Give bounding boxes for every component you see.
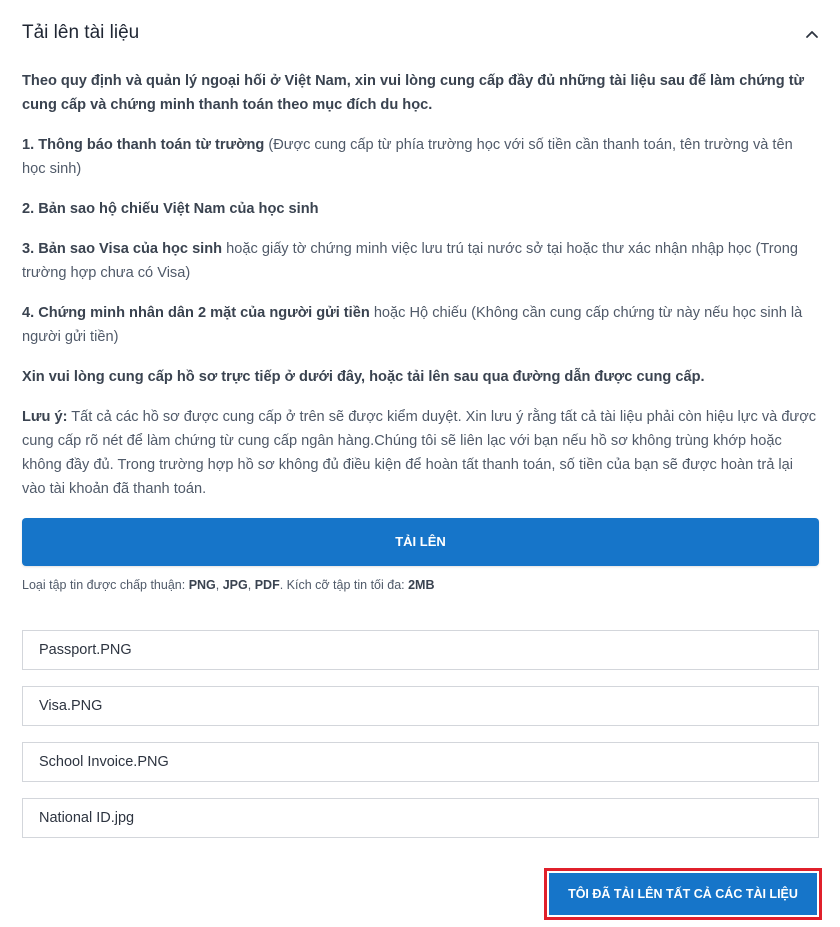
requirement-item-2 — [22, 197, 819, 221]
requirement-title: 1. Thông báo thanh toán từ trường — [22, 137, 265, 153]
chevron-up-icon[interactable] — [804, 27, 820, 41]
requirement-detail: hoặc Hộ chiếu (Không cần cung cấp chứng từ này nếu học sinh là người gửi tiền) — [22, 305, 803, 345]
requirement-item-1 — [22, 133, 819, 181]
section-header[interactable] — [22, 0, 819, 68]
intro-text: Theo quy định và quản lý ngoại hối ở Việt Nam, xin vui lòng cung cấp đầy đủ những tài liệu sau để làm chứng từ cung cấp và chứng minh thanh toán theo mục đích du học. — [22, 73, 805, 113]
note-body: Tất cả các hồ sơ được cung cấp ở trên sẽ được kiểm duyệt. Xin lưu ý rằng tất cả tài liệu phải còn hiệu lực và được cung cấp rõ nét để làm chứng từ cung cấp ngân hàng.Chúng tôi sẽ liên lạc với bạn nếu hồ sơ không trùng khớp hoặc không đầy đủ. Trong trường hợp hồ sơ không đủ điều kiện để hoàn tất thanh toán, số tiền của bạn sẽ được hoàn trả lại vào tài khoản đã thanh toán. — [22, 409, 817, 497]
submit-highlight — [544, 868, 822, 920]
file-type-png: PNG — [188, 578, 216, 592]
size-label: . Kích cỡ tập tin tối đa: — [279, 578, 409, 592]
upload-button[interactable]: TẢI LÊN — [22, 518, 819, 566]
uploaded-file-national-id[interactable]: National ID.jpg — [22, 798, 819, 838]
requirement-detail: (Được cung cấp từ phía trường học với số tiền cần thanh toán, tên trường và tên học sinh) — [22, 137, 793, 177]
requirement-item-3 — [22, 237, 819, 285]
max-file-size: 2MB — [408, 578, 435, 592]
requirement-item-4 — [22, 301, 819, 349]
file-type-jpg: JPG — [222, 578, 248, 592]
note-label: Lưu ý: — [22, 409, 68, 425]
requirement-title: 3. Bản sao Visa của học sinh — [22, 241, 223, 257]
instruction-text: Xin vui lòng cung cấp hồ sơ trực tiếp ở dưới đây, hoặc tải lên sau qua đường dẫn được cung cấp. — [22, 369, 705, 385]
uploaded-file-visa[interactable]: Visa.PNG — [22, 686, 819, 726]
accepted-label: Loại tập tin được chấp thuận: — [22, 578, 189, 592]
upload-documents-panel — [22, 0, 819, 826]
uploaded-file-passport[interactable]: Passport.PNG — [22, 630, 819, 670]
requirement-detail: hoặc giấy tờ chứng minh việc lưu trú tại nước sở tại hoặc thư xác nhận nhập học (Trong trường hợp chưa có Visa) — [22, 241, 798, 281]
confirm-all-uploaded-button[interactable]: TÔI ĐÃ TẢI LÊN TẤT CẢ CÁC TÀI LIỆU — [549, 873, 817, 915]
file-requirements — [22, 578, 435, 592]
separator: , — [247, 578, 255, 592]
separator: , — [215, 578, 223, 592]
section-title: Tải lên tài liệu — [22, 22, 140, 43]
uploaded-file-school-invoice[interactable]: School Invoice.PNG — [22, 742, 819, 782]
note-text — [22, 405, 819, 501]
requirement-title: 4. Chứng minh nhân dân 2 mặt của người gửi tiền — [22, 305, 370, 321]
requirement-title: 2. Bản sao hộ chiếu Việt Nam của học sinh — [22, 201, 319, 217]
file-type-pdf: PDF — [254, 578, 280, 592]
